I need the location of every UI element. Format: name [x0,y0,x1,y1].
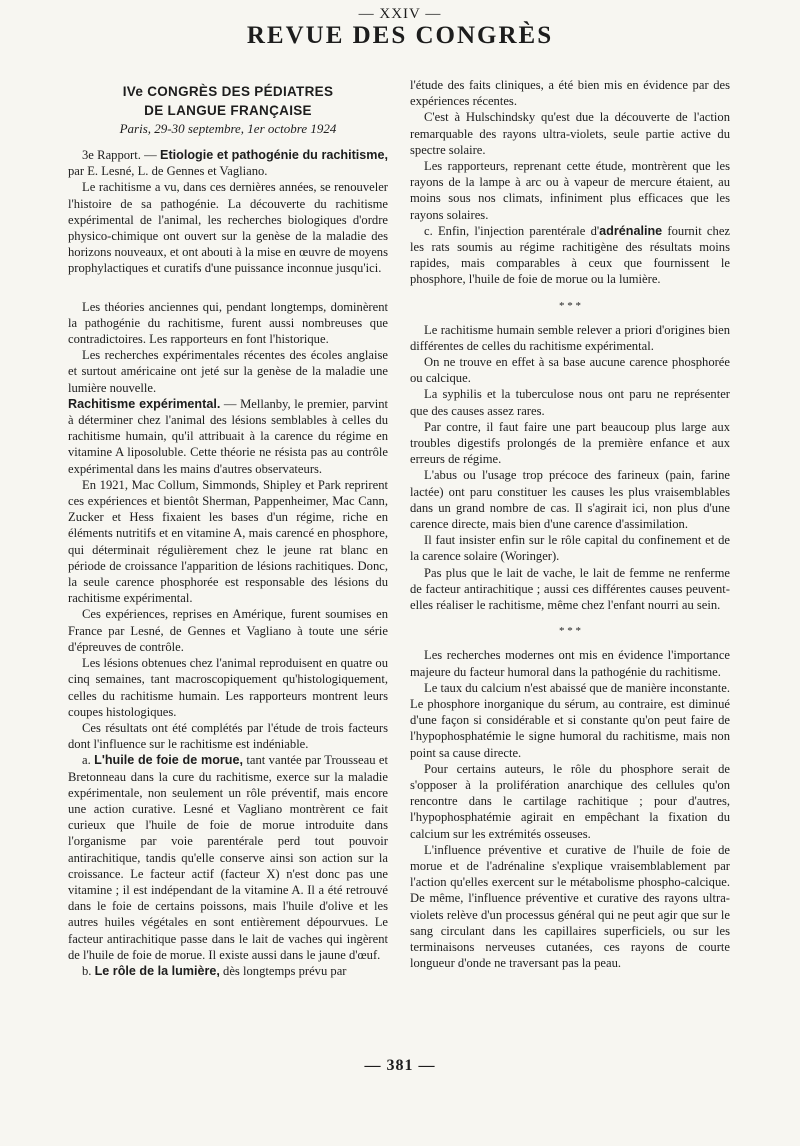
factor-title: L'huile de foie de morue, [94,753,243,768]
paragraph: Pour certains auteurs, le rôle du phosphore serait de s'opposer à la prolifération anarchique des cellules qu'on rencontre dans le cartilage rachitique ; pour d'autres, l'hypophosphatémie agirait en empêchant la fixation du calcium sur les extrémités osseuses. [410,761,730,841]
section-rachitisme-experimental [68,396,388,477]
congress-date: Paris, 29-30 septembre, 1er octobre 1924 [119,121,337,136]
factor-b [68,963,388,979]
paragraph: On ne trouve en effet à sa base aucune carence phosphorée ou calcique. [410,355,730,386]
page-number: — 381 — [364,1057,436,1074]
rapport-title: Etiologie et pathogénie du rachitisme, [160,148,388,162]
paragraph: Les lésions obtenues chez l'animal reproduisent en quatre ou cinq semaines, tant macroscopiquement qu'histologiquement, celles du rachitisme humain. Les rapporteurs montrent leurs coupes histologiques. [68,656,388,719]
rapport-authors: par E. Lesné, L. de Gennes et Vagliano. [68,164,268,179]
paragraph: C'est à Hulschindsky qu'est due la découverte de l'action remarquable des rayons ultra-violets, seule partie active du spectre solaire. [410,110,730,157]
factor-text: dès longtemps prévu par [219,963,347,978]
rapport-heading [68,147,388,179]
right-column [410,77,730,971]
paragraph: Le taux du calcium n'est abaissé que de manière inconstante. Le phosphore inorganique du sérum, au contraire, est diminué d'une façon si considérable et si constante qu'on peut faire de l'hypophosphatémie le signe humoral du rachitisme, mais non point sa cause directe. [410,680,730,760]
paragraph: l'étude des faits cliniques, a été bien mis en évidence par des expériences récentes. [410,78,730,109]
paragraph: Les rapporteurs, reprenant cette étude, montrèrent que les rayons de la lampe à arc ou à vapeur de mercure étaient, au moins sous nos climats, infiniment plus efficaces que les rayons solaires. [410,159,730,222]
section-separator-stars: * * * [559,625,581,638]
paragraph: Le rachitisme a vu, dans ces dernières années, se renouveler l'histoire de sa pathogénie. La découverte du rachitisme expérimental de l'animal, les recherches biologiques d'ordre physico-chimique ont ouvert sur la genèse de la maladie des horizons nouveaux, et ont abouti à la mise en œuvre de moyens prophylactiques et curatifs d'une puissance inconnue jusqu'ici. [68,180,388,276]
paragraph: Ces expériences, reprises en Amérique, furent soumises en France par Lesné, de Gennes et Vagliano à toute une série d'épreuves de contrôle. [68,607,388,654]
paragraph: Par contre, il faut faire une part beaucoup plus large aux troubles digestifs prolongés de la première enfance et aux erreurs de régime. [410,419,730,467]
paragraph: L'influence préventive et curative de l'huile de foie de morue et de l'adrénaline s'explique vraisemblablement par l'action qu'elles exercent sur le métabolisme phospho-calcique. De même, l'influence préventive et curative des rayons ultra-violets relève d'un processus général qui ne peut agir que sur le sang circulant dans les capillaires superficiels, ou sur les terminaisons nerveuses cutanées, ces rayons de courte longueur d'onde ne traversant pas la peau. [410,842,730,971]
paragraph: La syphilis et la tuberculose nous ont paru ne représenter que des causes assez rares. [410,387,730,418]
factor-title: adrénaline [599,223,663,238]
factor-text: tant vantée par Trousseau et Bretonneau dans la cure du rachitisme, exerce sur la maladie expérimentale, non seulement un rôle préventif, mais encore une action curative. Lesné et Vagliano montrèrent ce fait curieux que l'huile de foie de morue introduite dans l'organisme par voie parentérale perd tout pouvoir antirachitique, tandis qu'elle conserve ainsi son action sur la croissance. Le facteur actif (facteur X) n'est donc pas une vitamine ; il est indépendant de la vitamine A. Il a été retrouvé dans le foie de certains poissons, mais l'huile d'olive et les autres huiles végétales en sont entièrement dépourvues. Le facteur antirachitique passe dans le lait de vaches qui ingèrent de l'huile de foie de morue. Il existe aussi dans le jaune d'œuf. [68,753,389,962]
paragraph: Pas plus que le lait de vache, le lait de femme ne renferme de facteur antirachitique ; aussi ces différentes causes peuvent-elles réaliser le rachitisme, même chez l'enfant nourri au sein. [410,565,730,613]
section-heading: Rachitisme expérimental. [68,396,221,411]
page-title: REVUE DES CONGRÈS [246,22,554,49]
factor-lead: c. Enfin, l'injection parentérale d' [424,223,600,238]
factor-lead: a. [82,753,95,768]
paragraph: Les théories anciennes qui, pendant longtemps, dominèrent la pathogénie du rachitisme, furent aussi nombreuses que contradictoires. Les rapporteurs en font l'historique. [68,299,388,347]
paragraph: Il faut insister enfin sur le rôle capital du confinement et de la carence solaire (Woringer). [410,533,730,564]
paragraph: L'abus ou l'usage trop précoce des farineux (pain, farine lactée) ont paru constituer les causes les plus vraisemblables dans un grand nombre de cas. Il s'agirait ici, non plus d'une carence directe, mais bien d'une carence d'assimilation. [410,468,730,532]
section-separator-stars: * * * [559,299,581,312]
left-column [68,82,388,979]
factor-a [68,752,388,963]
congress-title-line2: DE LANGUE FRANÇAISE [144,103,312,118]
factor-lead: b. [82,963,95,978]
rapport-lead: 3e Rapport. — [82,148,161,162]
factor-title: Le rôle de la lumière, [94,963,220,978]
factor-c [410,223,730,288]
paragraph: Ces résultats ont été complétés par l'étude de trois facteurs dont l'influence sur le rachitisme est indéniable. [68,720,388,752]
paragraph: En 1921, Mac Collum, Simmonds, Shipley et Park reprirent ces expériences et bientôt Sherman, Pappenheimer, Mac Cann, Zucker et Hess fixaient les bases d'un régime, riche en éléments nutritifs et en vitamine A, mais carencé en phosphore, qui déterminait régulièrement chez le jeune rat blanc en période de croissance l'apparition de lésions rachitiques. Donc, la seule carence phosphorée est responsable des lésions du rachitisme expérimental. [68,477,388,606]
page-roman-numeral: — XXIV — [358,6,442,22]
section-text: — Mellanby, le premier, parvint à déterminer chez l'animal des lésions semblables à celles du rachitisme humain, qu'il attribuait à la carence du régime en vitamine A liposoluble. Cette théorie ne résista pas au contrôle expérimental dans les mains d'autres observateurs. [68,396,388,476]
factor-text: fournit chez les rats soumis au régime rachitigène des résultats moins rapides, mais comparables à ceux que fournissent le phosphore, l'huile de foie de morue ou la lumière. [410,223,730,287]
paragraph: Le rachitisme humain semble relever a priori d'origines bien différentes de celles du rachitisme expérimental. [410,322,730,353]
paragraph: Les recherches expérimentales récentes des écoles anglaise et surtout américaine ont jeté sur la genèse de la maladie une lumière nouvelle. [68,348,388,395]
congress-title-line1: IVe CONGRÈS DES PÉDIATRES [122,84,334,99]
paragraph: Les recherches modernes ont mis en évidence l'importance majeure du facteur humoral dans la pathogénie du rachitisme. [410,648,730,679]
